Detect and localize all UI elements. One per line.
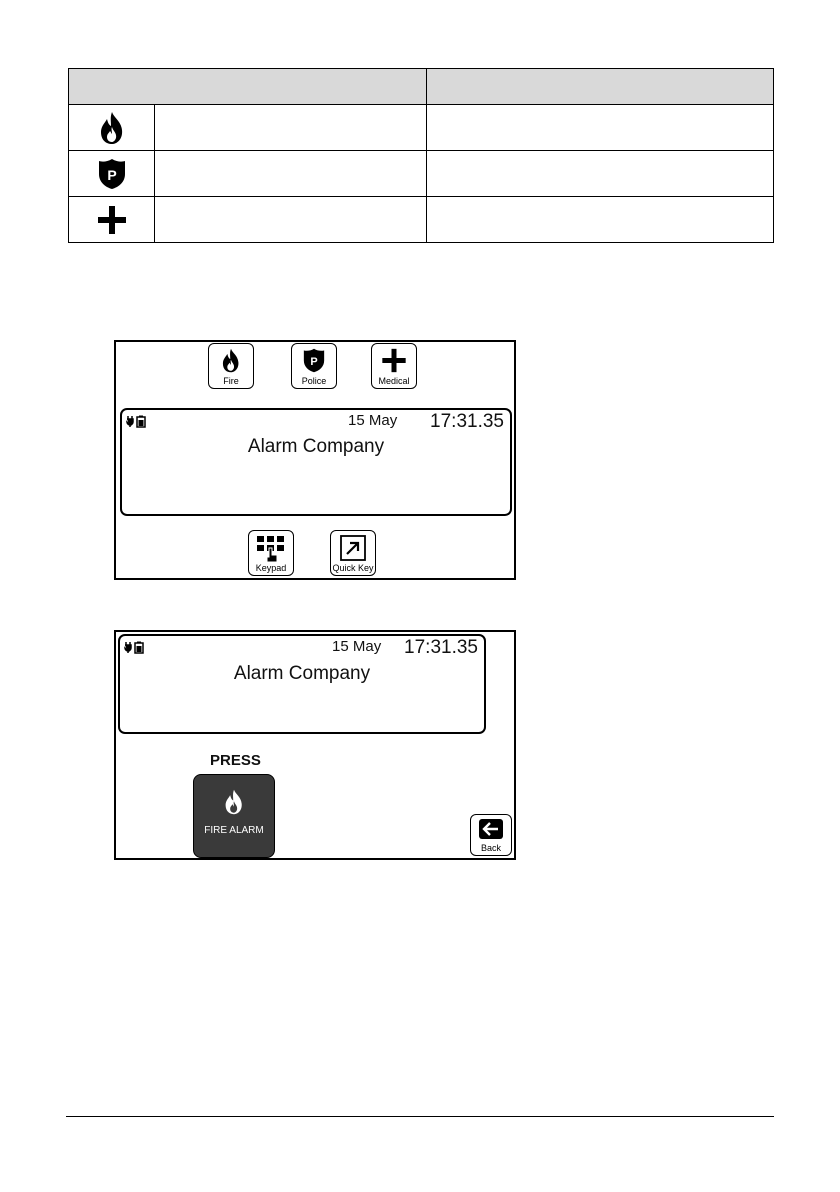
status-panel (118, 634, 486, 734)
status-time: 17:31.35 (430, 411, 504, 432)
table-cell-description (427, 197, 774, 243)
power-battery-icon (124, 640, 146, 654)
table-icon-cell (69, 151, 155, 197)
fire-icon (221, 348, 241, 373)
keypad-key-label: Keypad (255, 563, 287, 573)
quick-key[interactable] (330, 530, 376, 576)
fire-alarm-label: FIRE ALARM (204, 825, 264, 836)
status-date: 15 May (332, 638, 382, 655)
table-row (69, 151, 774, 197)
police-key-label: Police (301, 376, 327, 386)
home-screen (114, 340, 516, 580)
back-button[interactable] (470, 814, 512, 856)
medical-cross-icon (97, 205, 127, 235)
table-cell-name (155, 105, 427, 151)
table-row (69, 197, 774, 243)
svg-text:P: P (310, 356, 318, 369)
keypad-key[interactable] (248, 530, 294, 576)
power-battery-icon (126, 414, 148, 428)
status-panel (120, 408, 512, 516)
fire-alarm-screen (114, 630, 516, 860)
fire-key[interactable] (208, 343, 254, 389)
table-cell-description (427, 151, 774, 197)
table-icon-cell (69, 197, 155, 243)
press-instruction: PRESS (210, 752, 261, 769)
police-shield-icon (303, 348, 325, 373)
table-cell-description (427, 105, 774, 151)
table-row (69, 105, 774, 151)
police-shield-icon (98, 158, 126, 190)
fire-alarm-button[interactable] (193, 774, 275, 858)
quick-key-label: Quick Key (332, 563, 374, 573)
footer-divider (66, 1116, 774, 1117)
svg-text:P: P (106, 166, 117, 183)
back-label: Back (480, 843, 501, 853)
back-arrow-icon (479, 819, 503, 839)
medical-cross-icon (382, 348, 407, 373)
fire-icon (99, 111, 125, 145)
fire-icon (224, 789, 244, 815)
table-icon-cell (69, 105, 155, 151)
table-header-key (69, 69, 427, 105)
key-legend-table (68, 68, 774, 243)
status-time: 17:31.35 (404, 637, 478, 658)
alarm-company-name: Alarm Company (247, 436, 385, 457)
table-cell-name (155, 197, 427, 243)
table-header-row (69, 69, 774, 105)
quick-key-arrow-icon (340, 535, 366, 561)
alarm-company-name: Alarm Company (233, 663, 371, 684)
police-key[interactable] (291, 343, 337, 389)
fire-key-label: Fire (223, 376, 239, 386)
keypad-icon (256, 535, 286, 563)
medical-key[interactable] (371, 343, 417, 389)
status-date: 15 May (348, 412, 398, 429)
table-cell-name (155, 151, 427, 197)
table-header-description (427, 69, 774, 105)
medical-key-label: Medical (378, 376, 410, 386)
